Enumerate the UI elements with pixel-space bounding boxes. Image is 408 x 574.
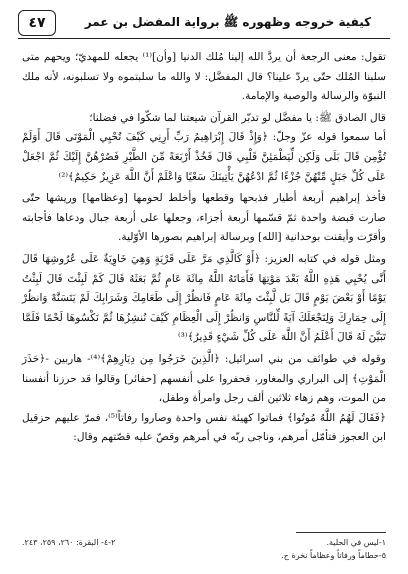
footnote-5: ٥-حطاماً ورفاتاً وعظاماً نخرة ح. (281, 551, 386, 560)
footnote-2-4: ٢-٤- البقرة: ٢٦٠، ٢٥٩، ٢٤٣. (22, 538, 116, 547)
header-divider (18, 38, 390, 39)
main-text (22, 48, 386, 448)
footnotes (22, 536, 386, 562)
footnote-1: ١-ليس في الحلية. (326, 538, 386, 547)
paragraph-4: فأخذ إبراهيم أربعة أطيار فذبحها وقطعها وأخلط لحومها [وعظامها] وريشها حتّى صارت قبضة واحدة ثمّ قسّمها أربعة أجزاء، وجعلها على أربعة جبال ودعاها فأجابته وأقرّت وأيقنت بوحدانية [الله] وبرسالة إبراهيم بصورها الأوّلية. (22, 192, 386, 244)
page-header (18, 10, 390, 36)
paragraph-7: ﴿فَقَالَ لَهُمُ اللَّهُ مُوتُوا﴾ فماتوا كهيئة نفس واحدة وصاروا رفاتاً⁽⁵⁾، فمرّ عليهم حزقيل ابن العجوز فتأمّل أمرهم، وناجى ربّه في أمرهم وقصّ عليه قصّتهم وقال: (22, 411, 386, 444)
paragraph-1: تقول: معنى الرجعة أن يردَّ الله إلينا مُلك الدنيا [وأن]⁽¹⁾ يجعله للمهديّ؛ ويحهم متى سلبنا المُلك حتّى يردّ علينا؟ قال المفضَّل: لا والله ما سلبتموه ولا تسلبونه، لأنه ملك النبوّة والرسالة والوصية والإمامة. (22, 51, 387, 103)
paragraph-3: أما سمعوا قوله عزّ وجلّ: ﴿وَإِذْ قَالَ إِبْرَاهِيمُ رَبِّ أَرِنِي كَيْفَ تُحْيِي الْمَوْتَى قَالَ أَوَلَمْ تُؤْمِن قَالَ بَلَى وَلَكِن لِّيَطْمَئِنَّ قَلْبِي قَالَ فَخُذْ أَرْبَعَةً مِّنَ الطَّيْرِ فَصُرْهُنَّ إِلَيْكَ ثُمَّ اجْعَلْ عَلَى كُلِّ جَبَلٍ مِّنْهُنَّ جُزْءًا ثُمَّ ادْعُهُنَّ يَأْتِينَكَ سَعْيًا وَاعْلَمْ أَنَّ اللَّهَ عَزِيزٌ حَكِيمٌ﴾⁽²⁾ (22, 131, 386, 183)
paragraph-5: ومثل قوله في كتابه العزيز: ﴿أَوْ كَالَّذِي مَرَّ عَلَى قَرْيَةٍ وَهِيَ خَاوِيَةٌ عَلَى عُرُوشِهَا قَالَ أَنَّى يُحْيِي هَذِهِ اللَّهُ بَعْدَ مَوْتِهَا فَأَمَاتَهُ اللَّهُ مِائَةَ عَامٍ ثُمَّ بَعَثَهُ قَالَ كَمْ لَبِثْتَ قَالَ لَبِثْتُ يَوْمًا أَوْ بَعْضَ يَوْمٍ قَالَ بَل لَّبِثْتَ مِائَةَ عَامٍ فَانظُرْ إِلَى طَعَامِكَ وَشَرَابِكَ لَمْ يَتَسَنَّهْ وَانظُرْ إِلَى حِمَارِكَ وَلِنَجْعَلَكَ آيَةً لِّلنَّاسِ وَانظُرْ إِلَى الْعِظَامِ كَيْفَ نُنشِزُهَا ثُمَّ نَكْسُوهَا لَحْمًا فَلَمَّا تَبَيَّنَ لَهُ قَالَ أَعْلَمُ أَنَّ اللَّهَ عَلَى كُلِّ شَيْءٍ قَدِيرٌ﴾⁽³⁾ (22, 252, 386, 344)
paragraph-2: قال الصادق ﷺ: يا مفضَّل لو تدبّر القرآن شيعتنا لما شكّوا في فضلنا؛ (89, 111, 386, 124)
page-number: ٤٧ (18, 10, 56, 36)
footnote-divider (296, 532, 386, 533)
paragraph-6: وقوله في طوائف من بني اسرائيل: ﴿الَّذِينَ خَرَجُوا مِن دِيَارِهِمْ﴾⁽⁴⁾- هاربين -﴿حَذَرَ الْمَوْتِ﴾ إلى البراري والمغاور، فحفروا على أنفسهم [حفائر] وقالوا قد حرزنا أنفسنا من الموت، وهم زهاء ثلاثين ألف رجل وامرأة وطفل، (22, 352, 386, 405)
running-title: كيفية خروجه وظهوره ﷺ برواية المفضل بن عمر (84, 14, 372, 29)
